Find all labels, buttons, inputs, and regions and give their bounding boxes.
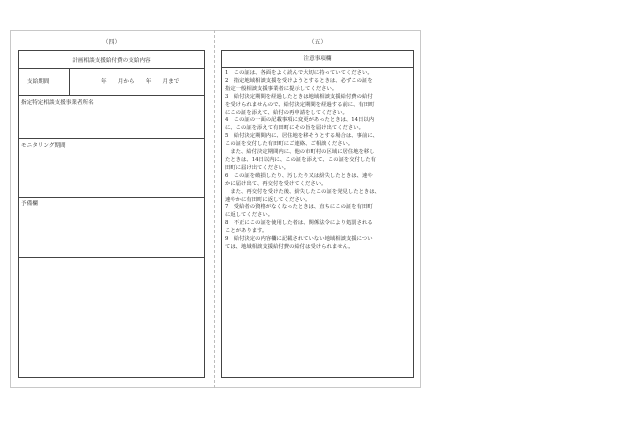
note-line: 7 受給者の資格がなくなったときは、直ちにこの証を有田町 [225, 204, 373, 211]
reserve-label: 予備欄 [21, 201, 38, 207]
note-line: この証を交付した有田町にご連絡、ご相談ください。 [225, 141, 354, 148]
notes-title: 注意事項欄 [222, 51, 413, 68]
note-line: 6 この証を破損したり、汚したり又は紛失したときは、速や [225, 172, 373, 179]
note-line: ては、地域相談支援給付費の給付は受けられません。 [225, 243, 354, 250]
note-line: 8 不正にこの証を使用した者は、関係法令により処罰される [225, 220, 373, 227]
page-label-four: （四） [102, 39, 121, 46]
note-line: 2 指定地域相談支援を受けようとするときは、必ずこの証を [225, 77, 373, 84]
note-line: 9 給付決定の内容欄に記載されていない地域相談支援につい [225, 236, 373, 243]
table-header-row [19, 51, 204, 69]
provider-row [19, 96, 204, 139]
page-label-five: （五） [308, 39, 327, 46]
note-line: を受けられませんので、給付決定期間を経過する前に、有田町 [225, 101, 375, 108]
notes-list [225, 70, 410, 252]
table-title: 計画相談支援給付費の支給内容 [72, 58, 151, 64]
provider-label: 指定特定相談支援事業者所名 [21, 100, 94, 106]
note-line: 田町に届け出てください。 [225, 164, 290, 171]
note-line: また、給付決定期間内に、他の市町村の区域に居住地を移し [225, 149, 375, 156]
fold-line [214, 30, 216, 388]
note-line: ことがあります。 [225, 228, 268, 235]
note-line: また、再交付を受けた後、紛失したこの証を発見したときは、 [225, 188, 380, 195]
note-line: たときは、14日以内に、この証を添えて、この証を交付した有 [225, 156, 376, 163]
note-line: 3 給付決定期間を経過したときは地域相談支援給付費の給付 [225, 93, 373, 100]
note-line: に、この証を添えて有田町にその旨を届け出てください。 [225, 125, 364, 132]
note-line: にこの証を添えて、給付の再申請をしてください。 [225, 109, 348, 116]
reserve-row [19, 198, 204, 258]
benefit-details-table [18, 50, 205, 378]
note-line: かに届け出て、再交付を受けてください。 [225, 180, 327, 187]
note-line: 4 この証の一面の記載事項に変更があったときは、14日以内 [225, 117, 375, 124]
period-value: 年 月から 年 月まで [101, 79, 180, 85]
monitoring-label: モニタリング期間 [21, 143, 66, 149]
note-line: に返してください。 [225, 212, 274, 219]
notes-table [221, 50, 414, 378]
period-row [19, 69, 204, 96]
blank-row [19, 258, 204, 377]
period-label: 支給期間 [27, 79, 50, 85]
note-line: 5 給付決定期間内に、居住地を移そうとする場合は、事前に、 [225, 133, 379, 140]
note-line: 速やかに有田町に返してください。 [225, 196, 311, 203]
note-line: 1 この証は、各面をよく読んで大切に持っていてください。 [225, 70, 373, 76]
note-line: 指定一般相談支援事業者に提示してください。 [225, 85, 338, 92]
monitoring-row [19, 139, 204, 198]
period-divider [69, 69, 70, 95]
